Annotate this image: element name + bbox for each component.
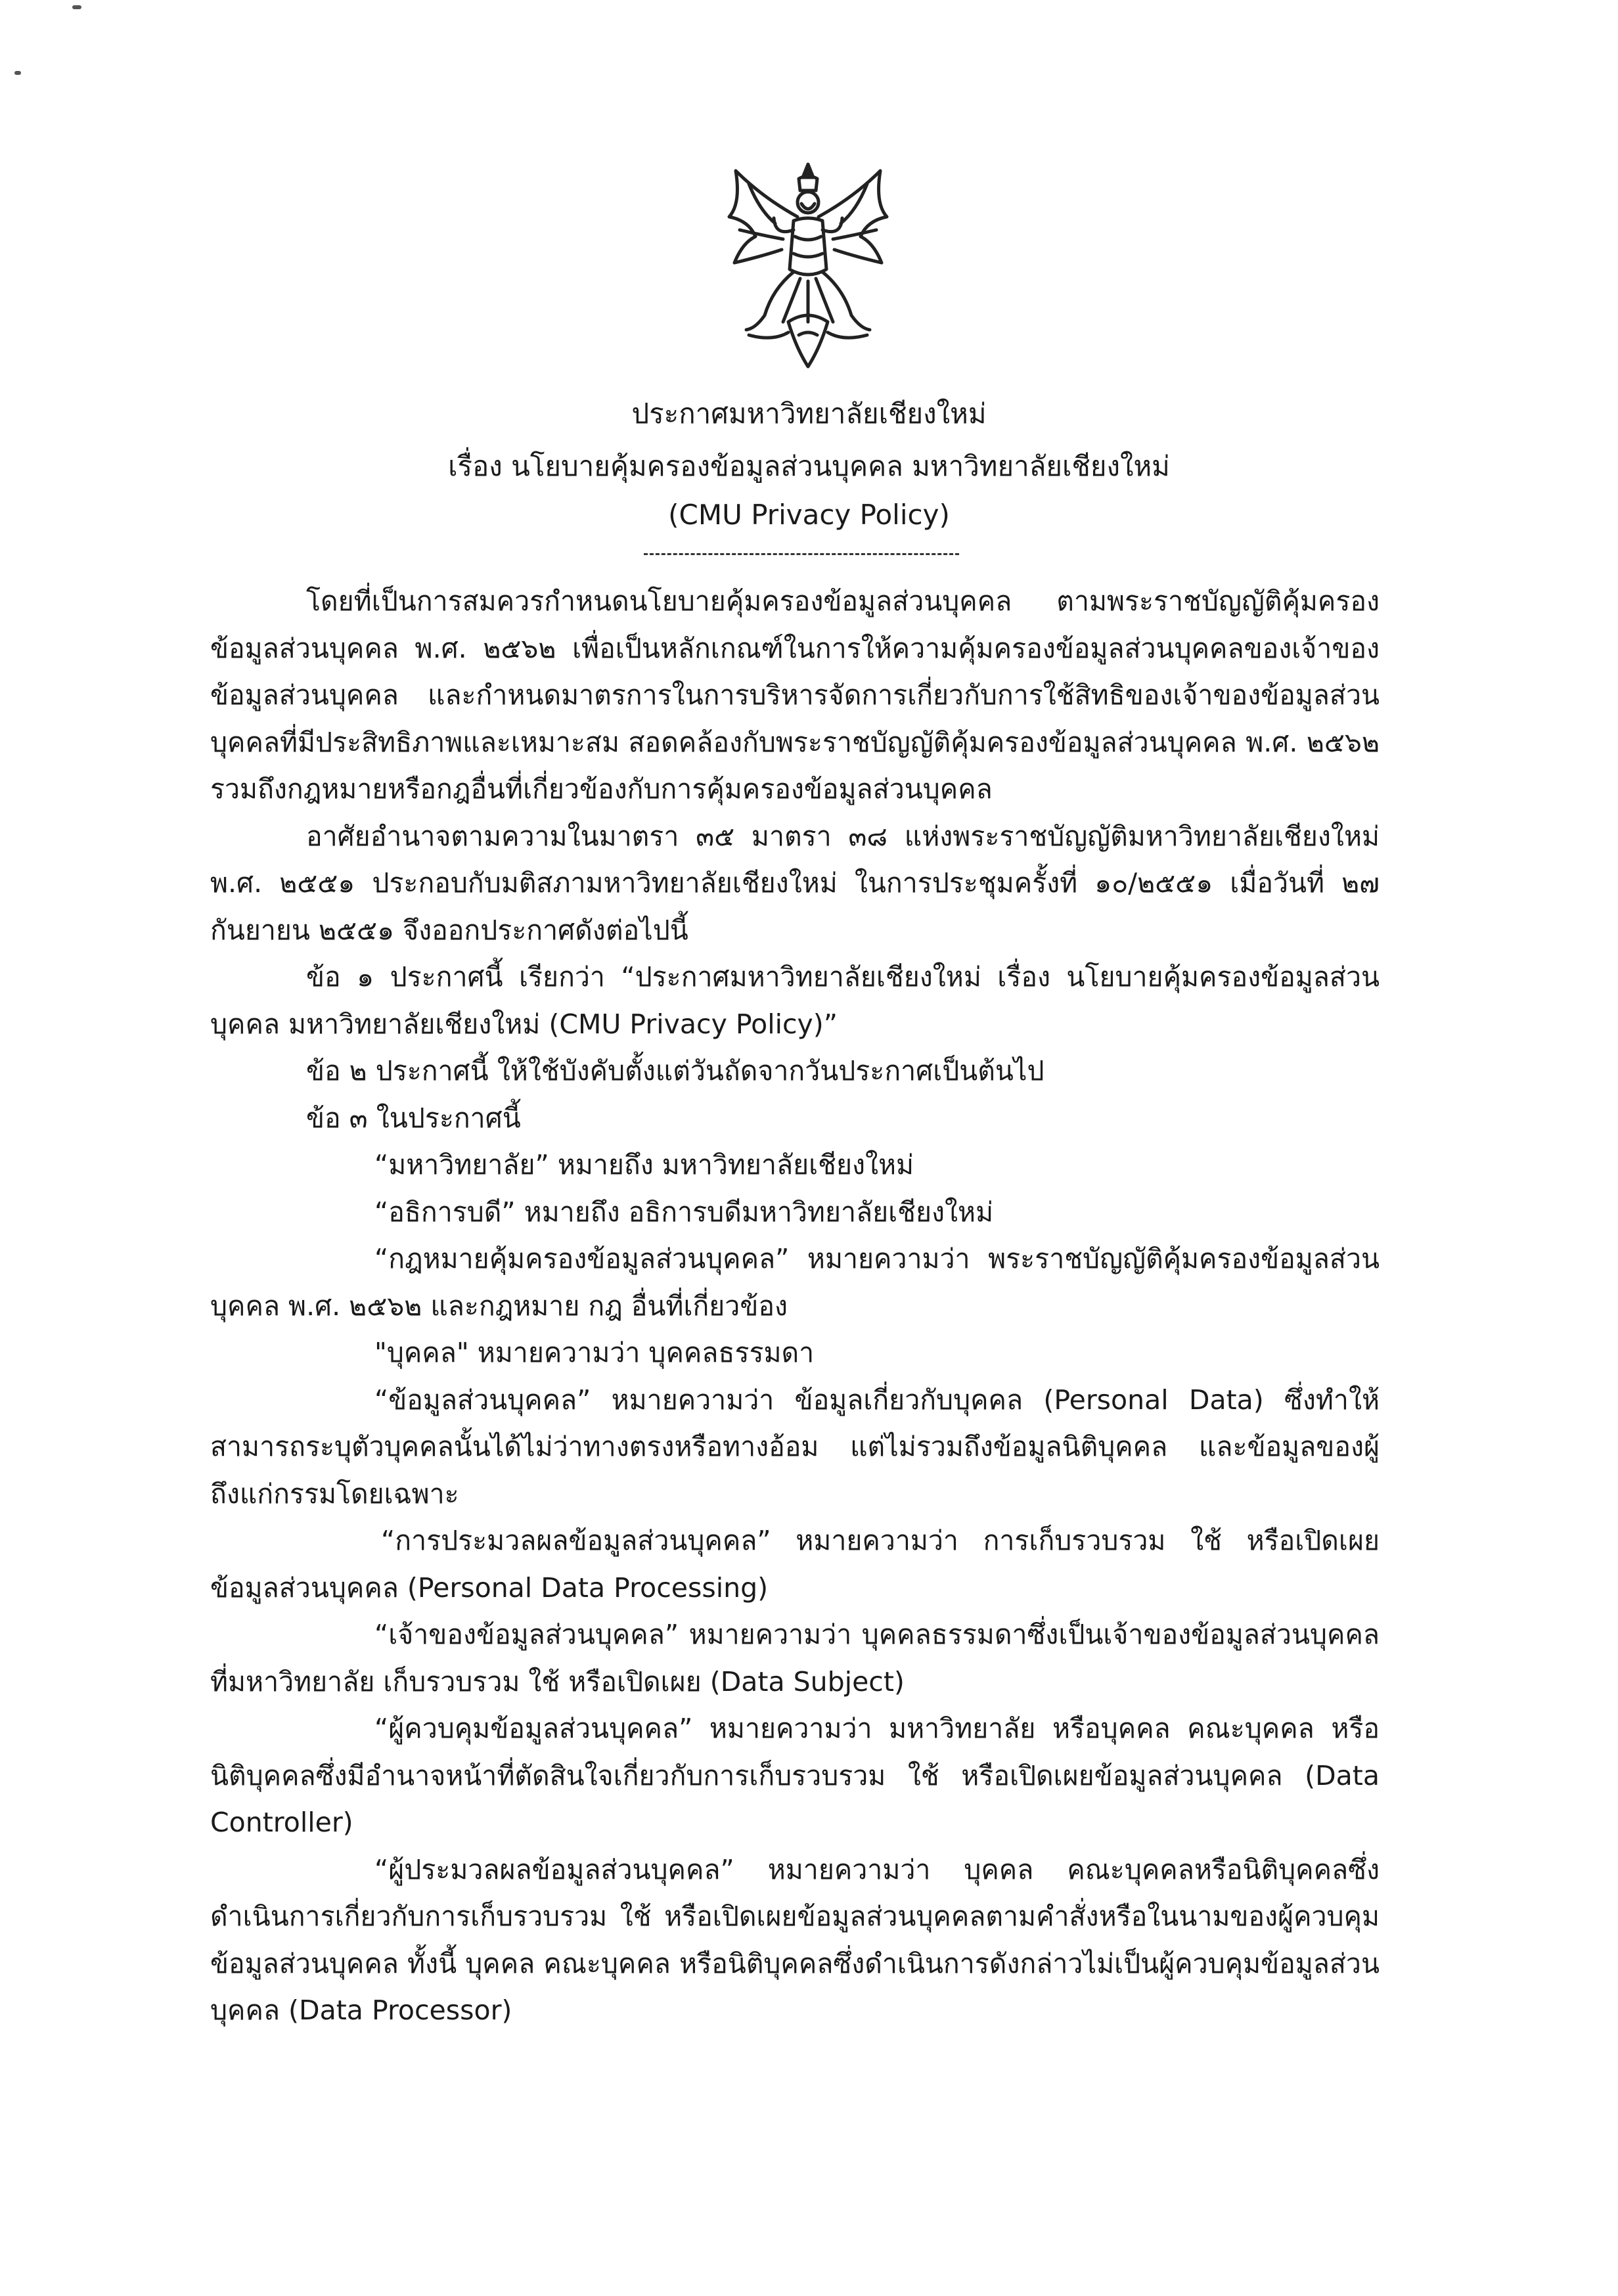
document-subtitle: (CMU Privacy Policy) [668, 499, 950, 531]
paragraph-authority: อาศัยอำนาจตามความในมาตรา ๓๕ มาตรา ๓๘ แห่งพระราชบัญญัติมหาวิทยาลัยเชียงใหม่ พ.ศ. ๒๕๕๑ ประกอบกับมติสภามหาวิทยาลัยเชียงใหม่ ในการประชุมครั้งที่ ๑๐/๒๕๕๑ เมื่อวันที่ ๒๗ กันยายน ๒๕๕๑ จึงออกประกาศดังต่อไปนี้ [210, 820, 1380, 946]
definition-data-processor: “ผู้ประมวลผลข้อมูลส่วนบุคคล” หมายความว่า บุคคล คณะบุคคลหรือนิติบุคคลซึ่งดำเนินการเกี่ยวกับการเก็บรวบรวม ใช้ หรือเปิดเผยข้อมูลส่วนบุคคลตามคำสั่งหรือในนามของผู้ควบคุมข้อมูลส่วนบุคคล ทั้งนี้ บุคคล คณะบุคคล หรือนิติบุคคลซึ่งดำเนินการดังกล่าวไม่เป็นผู้ควบคุมข้อมูลส่วนบุคคล (Data Processor) [210, 1853, 1380, 2026]
scan-speck [14, 71, 21, 75]
definition-university: “มหาวิทยาลัย” หมายถึง มหาวิทยาลัยเชียงใหม่ [374, 1149, 914, 1181]
clause-3: ข้อ ๓ ในประกาศนี้ [306, 1102, 521, 1134]
clause-1: ข้อ ๑ ประกาศนี้ เรียกว่า “ประกาศมหาวิทยาลัยเชียงใหม่ เรื่อง นโยบายคุ้มครองข้อมูลส่วนบุคคล มหาวิทยาลัยเชียงใหม่ (CMU Privacy Policy)” [210, 961, 1380, 1040]
definition-pdpa-law: “กฎหมายคุ้มครองข้อมูลส่วนบุคคล” หมายความว่า พระราชบัญญัติคุ้มครองข้อมูลส่วนบุคคล พ.ศ. ๒๕๖๒ และกฎหมาย กฎ อื่นที่เกี่ยวข้อง [210, 1243, 1380, 1322]
title-divider [644, 553, 959, 555]
definition-data-processing: “การประมวลผลข้อมูลส่วนบุคคล” หมายความว่า การเก็บรวบรวม ใช้ หรือเปิดเผยข้อมูลส่วนบุคคล (Personal Data Processing) [210, 1525, 1380, 1604]
definition-person: "บุคคล" หมายความว่า บุคคลธรรมดา [374, 1337, 815, 1368]
definition-data-controller: “ผู้ควบคุมข้อมูลส่วนบุคคล” หมายความว่า มหาวิทยาลัย หรือบุคคล คณะบุคคล หรือนิติบุคคลซึ่งมีอำนาจหน้าที่ตัดสินใจเกี่ยวกับการเก็บรวบรวม ใช้ หรือเปิดเผยข้อมูลส่วนบุคคล (Data Controller) [210, 1713, 1380, 1838]
scan-speck [72, 5, 81, 9]
paragraph-preamble: โดยที่เป็นการสมควรกำหนดนโยบายคุ้มครองข้อมูลส่วนบุคคล ตามพระราชบัญญัติคุ้มครองข้อมูลส่วนบุคคล พ.ศ. ๒๕๖๒ เพื่อเป็นหลักเกณฑ์ในการให้ความคุ้มครองข้อมูลส่วนบุคคลของเจ้าของข้อมูลส่วนบุคคล และกำหนดมาตรการในการบริหารจัดการเกี่ยวกับการใช้สิทธิของเจ้าของข้อมูลส่วนบุคคลที่มีประสิทธิภาพและเหมาะสม สอดคล้องกับพระราชบัญญัติคุ้มครองข้อมูลส่วนบุคคล พ.ศ. ๒๕๖๒ รวมถึงกฎหมายหรือกฎอื่นที่เกี่ยวข้องกับการคุ้มครองข้อมูลส่วนบุคคล [210, 585, 1380, 805]
garuda-emblem-icon [709, 158, 907, 374]
definition-president: “อธิการบดี” หมายถึง อธิการบดีมหาวิทยาลัยเชียงใหม่ [374, 1196, 994, 1228]
document-title: ประกาศมหาวิทยาลัยเชียงใหม่ [631, 397, 987, 430]
definition-personal-data: “ข้อมูลส่วนบุคคล” หมายความว่า ข้อมูลเกี่ยวกับบุคคล (Personal Data) ซึ่งทำให้สามารถระบุตัวบุคคลนั้นได้ไม่ว่าทางตรงหรือทางอ้อม แต่ไม่รวมถึงข้อมูลนิติบุคคล และข้อมูลของผู้ถึงแก่กรรมโดยเฉพาะ [210, 1384, 1380, 1510]
document-subject: เรื่อง นโยบายคุ้มครองข้อมูลส่วนบุคคล มหาวิทยาลัยเชียงใหม่ [448, 450, 1170, 482]
clause-2: ข้อ ๒ ประกาศนี้ ให้ใช้บังคับตั้งแต่วันถัดจากวันประกาศเป็นต้นไป [306, 1055, 1045, 1087]
definition-data-subject: “เจ้าของข้อมูลส่วนบุคคล” หมายความว่า บุคคลธรรมดาซึ่งเป็นเจ้าของข้อมูลส่วนบุคคลที่มหาวิทยาลัย เก็บรวบรวม ใช้ หรือเปิดเผย (Data Subject) [210, 1619, 1380, 1698]
document-body [210, 578, 1380, 2035]
